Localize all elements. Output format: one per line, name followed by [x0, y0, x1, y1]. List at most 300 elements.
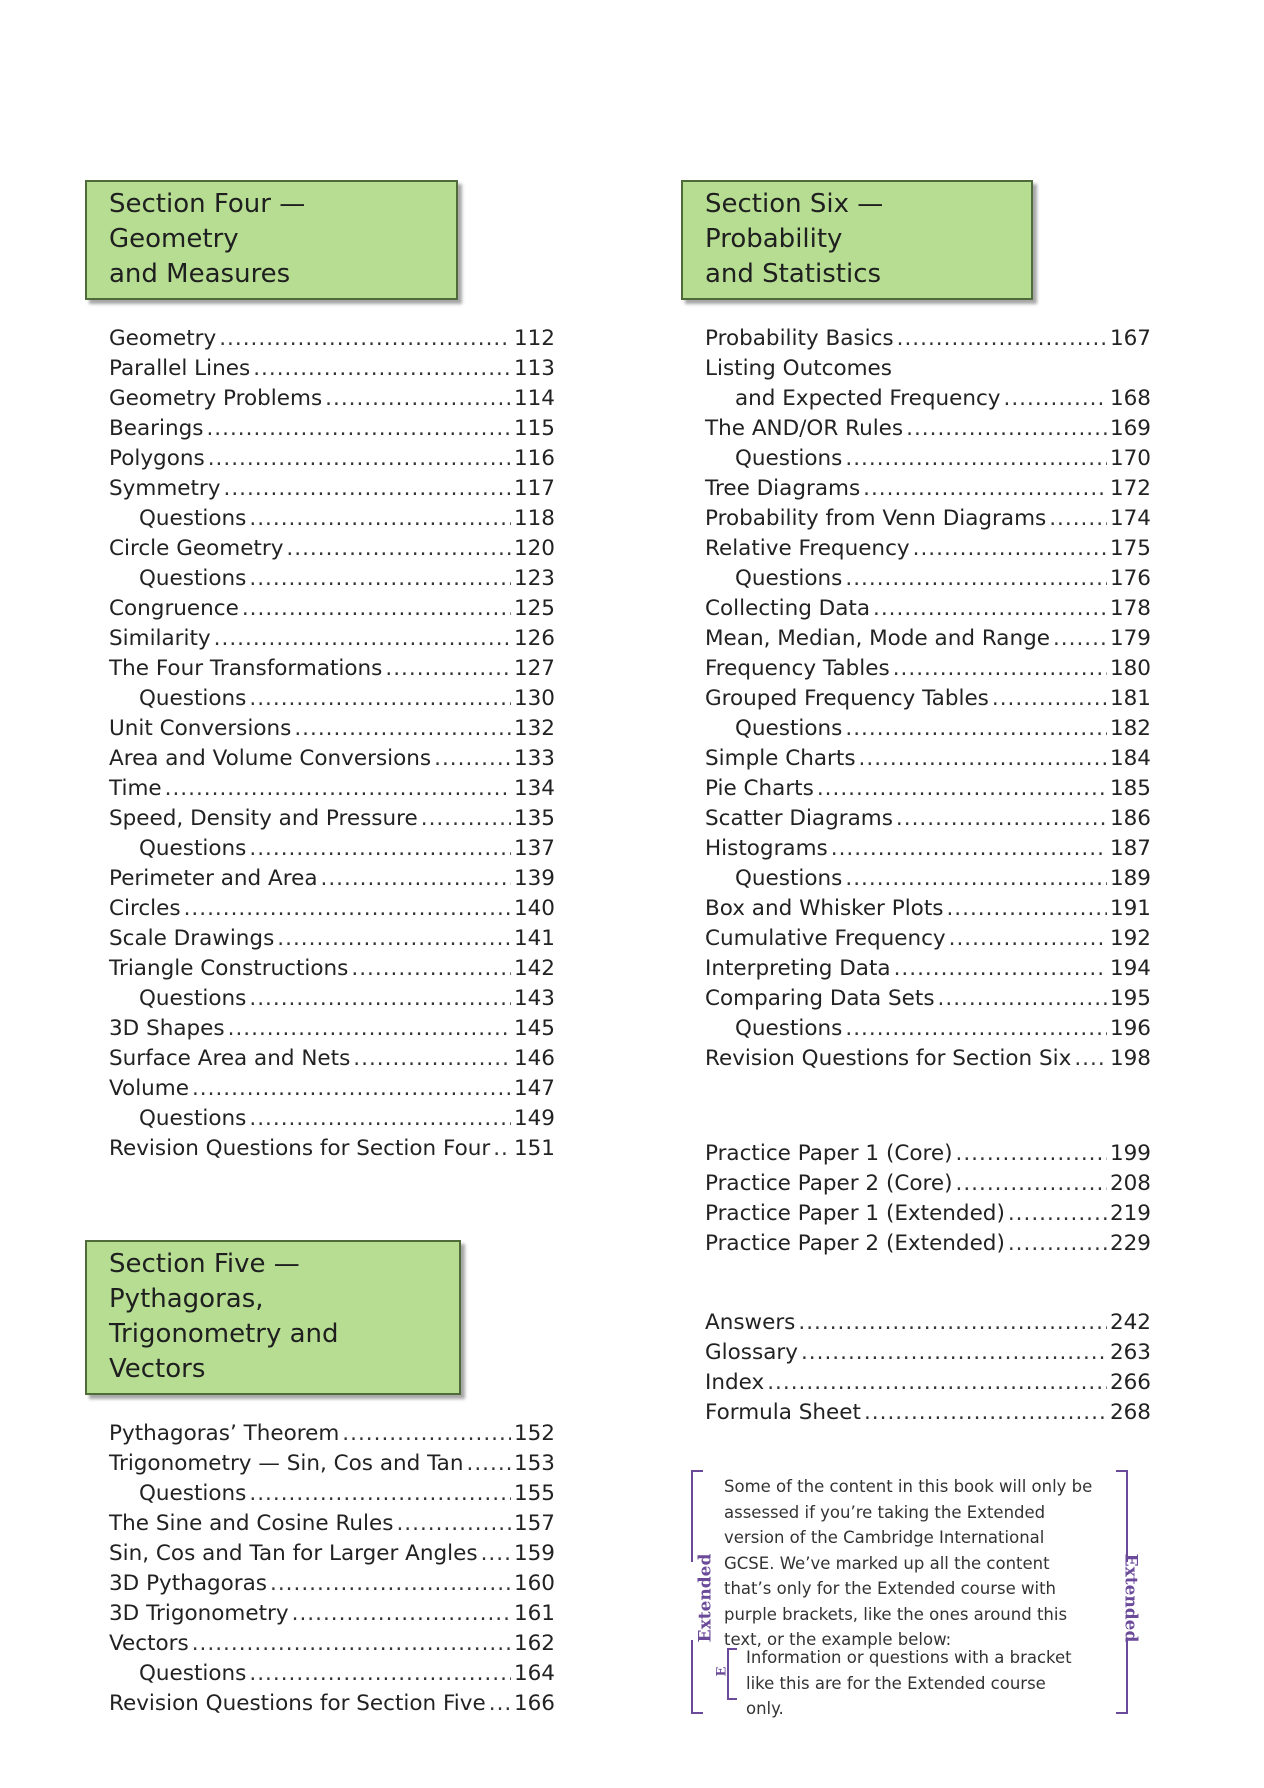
toc-entry-title: Practice Paper 1 (Core) — [705, 1141, 953, 1166]
toc-entry — [681, 1398, 1151, 1428]
toc-entry-title: 3D Pythagoras — [109, 1571, 268, 1596]
dot-leader — [249, 564, 511, 594]
toc-entry-page: 133 — [513, 746, 555, 771]
toc-entry-title: Practice Paper 2 (Core) — [705, 1171, 953, 1196]
toc-entry — [681, 744, 1151, 774]
toc-entry-page: 114 — [513, 386, 555, 411]
toc-entry-title: Box and Whisker Plots — [705, 896, 944, 921]
toc-entry-page: 141 — [513, 926, 555, 951]
toc-entry-title: Scatter Diagrams — [705, 806, 893, 831]
dot-leader — [206, 414, 511, 444]
toc-entry-title: Histograms — [705, 836, 828, 861]
toc-entry-page: 208 — [1109, 1171, 1151, 1196]
toc-entry-page: 159 — [513, 1541, 555, 1566]
toc-entry — [681, 1199, 1151, 1229]
toc-entry — [681, 474, 1151, 504]
toc-entry-title: Congruence — [109, 596, 239, 621]
toc-entry — [681, 774, 1151, 804]
toc-entry-title: Area and Volume Conversions — [109, 746, 432, 771]
toc-entry-title: Triangle Constructions — [109, 956, 349, 981]
toc-entry — [681, 444, 1151, 474]
toc-entry-title: Listing Outcomes — [705, 356, 892, 381]
toc-entry-title: Geometry — [109, 326, 217, 351]
toc-entry — [85, 684, 555, 714]
toc-entry-title: Practice Paper 1 (Extended) — [705, 1201, 1005, 1226]
toc-entry-title: Questions — [139, 1481, 247, 1506]
dot-leader — [859, 744, 1107, 774]
toc-entry — [85, 534, 555, 564]
toc-entry-page: 130 — [513, 686, 555, 711]
extended-example-text: Information or questions with a bracket like this are for the Extended course only. — [746, 1648, 1072, 1718]
toc-entry-page: 185 — [1109, 776, 1151, 801]
toc-entry-title: Questions — [735, 1016, 843, 1041]
extended-note-text: Some of the content in this book will only be assessed if you’re taking the Extended version of the Cambridge International GCSE. We’ve marked up all the content that’s only for the Extended course with purple brackets, like the ones around this text, or the example below: — [724, 1477, 1093, 1649]
toc-entry-title: Questions — [139, 986, 247, 1011]
toc-entry — [681, 354, 1151, 384]
dot-leader — [270, 1569, 511, 1599]
toc-entry-title: Perimeter and Area — [109, 866, 318, 891]
dot-leader — [845, 1014, 1107, 1044]
dot-leader — [896, 804, 1107, 834]
toc-entry-page: 161 — [513, 1601, 555, 1626]
toc-entry — [85, 984, 555, 1014]
toc-entry — [85, 1449, 555, 1479]
toc-entry — [85, 594, 555, 624]
toc-entry — [85, 804, 555, 834]
dot-leader — [434, 744, 511, 774]
toc-entry-page: 242 — [1109, 1310, 1151, 1335]
toc-entry — [85, 1539, 555, 1569]
practice-papers-list — [681, 1139, 1151, 1259]
toc-entry — [681, 864, 1151, 894]
dot-leader — [873, 594, 1107, 624]
toc-entry — [681, 804, 1151, 834]
toc-entry-page: 181 — [1109, 686, 1151, 711]
toc-entry — [85, 504, 555, 534]
dot-leader — [165, 774, 511, 804]
toc-entry-page: 134 — [513, 776, 555, 801]
toc-entry-title: Questions — [139, 1106, 247, 1131]
dot-leader — [385, 654, 511, 684]
dot-leader — [894, 954, 1107, 984]
toc-entry-title: Revision Questions for Section Five — [109, 1691, 486, 1716]
toc-entry-title: Pie Charts — [705, 776, 814, 801]
toc-entry-title: Volume — [109, 1076, 189, 1101]
dot-leader — [489, 1689, 511, 1719]
toc-entry-page: 153 — [513, 1451, 555, 1476]
dot-leader — [913, 534, 1107, 564]
toc-entry-page: 178 — [1109, 596, 1151, 621]
section-heading — [681, 180, 1033, 300]
toc-entry-page: 168 — [1109, 386, 1151, 411]
toc-entry-title: Interpreting Data — [705, 956, 891, 981]
toc-entry-title: Bearings — [109, 416, 204, 441]
toc-entry-page: 127 — [513, 656, 555, 681]
toc-entry-title: Circle Geometry — [109, 536, 284, 561]
section-heading — [85, 180, 458, 300]
dot-leader — [845, 564, 1107, 594]
toc-entry — [681, 504, 1151, 534]
toc-entry-page: 135 — [513, 806, 555, 831]
toc-entry — [85, 864, 555, 894]
toc-entry — [85, 1044, 555, 1074]
toc-entry — [681, 564, 1151, 594]
toc-entry-page: 116 — [513, 446, 555, 471]
dot-leader — [946, 894, 1107, 924]
toc-entry-title: and Expected Frequency — [735, 386, 1001, 411]
dot-leader — [1004, 384, 1107, 414]
toc-entry-title: Circles — [109, 896, 181, 921]
toc-entry-page: 184 — [1109, 746, 1151, 771]
dot-leader — [817, 774, 1107, 804]
dot-leader — [351, 954, 511, 984]
toc-entry-page: 182 — [1109, 716, 1151, 741]
toc-entry-page: 118 — [513, 506, 555, 531]
dot-leader — [906, 414, 1107, 444]
dot-leader — [955, 1139, 1106, 1169]
toc-entry-page: 191 — [1109, 896, 1151, 921]
dot-leader — [798, 1308, 1107, 1338]
toc-entry-title: Questions — [735, 566, 843, 591]
toc-entry-page: 180 — [1109, 656, 1151, 681]
toc-entry-title: Speed, Density and Pressure — [109, 806, 418, 831]
dot-leader — [184, 894, 511, 924]
toc-entry-page: 195 — [1109, 986, 1151, 1011]
toc-entry-title: Unit Conversions — [109, 716, 292, 741]
toc-entry-page: 126 — [513, 626, 555, 651]
toc-entry — [681, 1169, 1151, 1199]
dot-leader — [223, 474, 510, 504]
toc-entry-title: Parallel Lines — [109, 356, 251, 381]
section-toc — [681, 324, 1151, 1074]
dot-leader — [1074, 1044, 1107, 1074]
toc-entry — [85, 1629, 555, 1659]
left-bracket-bottom — [691, 1640, 703, 1714]
toc-entry-title: Symmetry — [109, 476, 221, 501]
dot-leader — [277, 924, 511, 954]
toc-entry-page: 174 — [1109, 506, 1151, 531]
toc-entry — [85, 954, 555, 984]
toc-entry-page: 139 — [513, 866, 555, 891]
dot-leader — [192, 1074, 511, 1104]
dot-leader — [249, 984, 511, 1014]
toc-entry-page: 187 — [1109, 836, 1151, 861]
toc-entry-title: Relative Frequency — [705, 536, 910, 561]
toc-entry — [681, 594, 1151, 624]
toc-entry — [681, 324, 1151, 354]
toc-entry — [681, 714, 1151, 744]
toc-entry-title: Revision Questions for Section Six — [705, 1046, 1072, 1071]
toc-entry — [85, 654, 555, 684]
toc-entry — [85, 1074, 555, 1104]
toc-entry-page: 179 — [1109, 626, 1151, 651]
toc-entry-title: Grouped Frequency Tables — [705, 686, 989, 711]
toc-entry-title: Sin, Cos and Tan for Larger Angles — [109, 1541, 478, 1566]
dot-leader — [249, 504, 511, 534]
toc-entry — [85, 1419, 555, 1449]
section-heading-line: and Measures — [109, 259, 291, 289]
toc-entry-page: 219 — [1109, 1201, 1151, 1226]
toc-entry — [681, 894, 1151, 924]
toc-entry-page: 196 — [1109, 1016, 1151, 1041]
toc-entry-page: 142 — [513, 956, 555, 981]
dot-leader — [493, 1134, 511, 1164]
toc-entry — [681, 1368, 1151, 1398]
toc-entry — [681, 1014, 1151, 1044]
dot-leader — [249, 1104, 511, 1134]
dot-leader — [228, 1014, 511, 1044]
toc-entry-title: Frequency Tables — [705, 656, 890, 681]
toc-entry-title: Questions — [735, 866, 843, 891]
toc-entry-title: Time — [109, 776, 162, 801]
toc-entry — [681, 534, 1151, 564]
toc-entry-page: 151 — [513, 1136, 555, 1161]
toc-entry-title: Vectors — [109, 1631, 189, 1656]
toc-entry — [85, 444, 555, 474]
dot-leader — [466, 1449, 510, 1479]
dot-leader — [342, 1419, 511, 1449]
toc-entry-title: Probability from Venn Diagrams — [705, 506, 1047, 531]
toc-entry-page: 167 — [1109, 326, 1151, 351]
dot-leader — [949, 924, 1107, 954]
toc-entry-title: 3D Trigonometry — [109, 1601, 289, 1626]
dot-leader — [864, 1398, 1107, 1428]
section-heading-line: Section Four — Geometry — [109, 189, 306, 254]
toc-entry-title: Questions — [139, 1661, 247, 1686]
left-column — [85, 180, 555, 1719]
toc-entry — [681, 1229, 1151, 1259]
toc-entry-page: 166 — [513, 1691, 555, 1716]
toc-entry — [681, 834, 1151, 864]
dot-leader — [286, 534, 511, 564]
toc-entry-page: 176 — [1109, 566, 1151, 591]
toc-entry — [85, 1599, 555, 1629]
toc-entry-page: 123 — [513, 566, 555, 591]
toc-entry — [85, 1509, 555, 1539]
toc-entry-title: Cumulative Frequency — [705, 926, 946, 951]
toc-entry — [85, 414, 555, 444]
toc-entry-page: 115 — [513, 416, 555, 441]
back-matter-list — [681, 1308, 1151, 1428]
toc-entry-page: 162 — [513, 1631, 555, 1656]
toc-entry — [681, 1308, 1151, 1338]
toc-entry-title: Polygons — [109, 446, 205, 471]
toc-entry-page: 140 — [513, 896, 555, 921]
toc-entry-page: 175 — [1109, 536, 1151, 561]
toc-entry-title: Comparing Data Sets — [705, 986, 935, 1011]
toc-entry-page: 146 — [513, 1046, 555, 1071]
toc-entry — [85, 1659, 555, 1689]
toc-entry — [85, 624, 555, 654]
dot-leader — [242, 594, 511, 624]
toc-entry-page: 186 — [1109, 806, 1151, 831]
extended-note — [681, 1470, 1141, 1718]
section-heading-line: Trigonometry and Vectors — [109, 1319, 339, 1384]
toc-entry-page: 152 — [513, 1421, 555, 1446]
right-column — [681, 180, 1151, 1428]
toc-entry-title: Questions — [735, 716, 843, 741]
toc-entry — [681, 624, 1151, 654]
toc-entry — [85, 894, 555, 924]
toc-entry — [85, 354, 555, 384]
toc-entry-title: Practice Paper 2 (Extended) — [705, 1231, 1005, 1256]
right-bracket-bottom — [1116, 1640, 1128, 1714]
extended-label-left: Extended — [695, 1553, 716, 1643]
dot-leader — [831, 834, 1107, 864]
dot-leader — [992, 684, 1107, 714]
toc-entry — [85, 384, 555, 414]
toc-entry-title: Questions — [139, 506, 247, 531]
toc-entry — [85, 1479, 555, 1509]
dot-leader — [1008, 1229, 1107, 1259]
toc-entry — [681, 384, 1151, 414]
toc-entry — [681, 984, 1151, 1014]
toc-entry — [681, 954, 1151, 984]
example-marker: E — [714, 1666, 730, 1677]
toc-entry-title: The Sine and Cosine Rules — [109, 1511, 394, 1536]
toc-entry-page: 132 — [513, 716, 555, 741]
toc-entry — [85, 1014, 555, 1044]
toc-entry — [85, 714, 555, 744]
toc-entry-page: 189 — [1109, 866, 1151, 891]
toc-entry — [85, 564, 555, 594]
toc-entry-page: 263 — [1109, 1340, 1151, 1365]
toc-entry — [681, 414, 1151, 444]
toc-entry-page: 145 — [513, 1016, 555, 1041]
dot-leader — [1053, 624, 1107, 654]
dot-leader — [845, 864, 1107, 894]
dot-leader — [353, 1044, 511, 1074]
toc-entry-page: 147 — [513, 1076, 555, 1101]
section-heading-line: Section Six — Probability — [705, 189, 884, 254]
toc-entry-page: 155 — [513, 1481, 555, 1506]
section-toc — [85, 1419, 555, 1719]
dot-leader — [421, 804, 511, 834]
toc-entry-title: Tree Diagrams — [705, 476, 861, 501]
toc-entry-title: Index — [705, 1370, 765, 1395]
toc-entry — [85, 774, 555, 804]
dot-leader — [219, 324, 511, 354]
toc-entry-page: 169 — [1109, 416, 1151, 441]
toc-entry-title: Trigonometry — Sin, Cos and Tan — [109, 1451, 464, 1476]
toc-entry — [85, 1689, 555, 1719]
toc-entry-title: Questions — [139, 836, 247, 861]
dot-leader — [253, 354, 511, 384]
toc-entry-page: 137 — [513, 836, 555, 861]
toc-entry-title: Formula Sheet — [705, 1400, 861, 1425]
toc-entry-page: 143 — [513, 986, 555, 1011]
toc-entry-title: Scale Drawings — [109, 926, 275, 951]
toc-entry-title: Pythagoras’ Theorem — [109, 1421, 340, 1446]
toc-entry — [85, 1134, 555, 1164]
toc-entry-title: 3D Shapes — [109, 1016, 225, 1041]
dot-leader — [214, 624, 511, 654]
toc-entry-page: 117 — [513, 476, 555, 501]
toc-entry — [681, 924, 1151, 954]
toc-entry-title: Collecting Data — [705, 596, 871, 621]
dot-leader — [801, 1338, 1107, 1368]
section-toc — [85, 324, 555, 1164]
toc-entry-page: 199 — [1109, 1141, 1151, 1166]
dot-leader — [845, 444, 1107, 474]
toc-entry — [681, 654, 1151, 684]
section-heading-line: and Statistics — [705, 259, 882, 289]
toc-entry-page: 160 — [513, 1571, 555, 1596]
toc-entry-page: 125 — [513, 596, 555, 621]
dot-leader — [955, 1169, 1106, 1199]
toc-entry — [85, 474, 555, 504]
toc-entry-title: Questions — [139, 686, 247, 711]
left-bracket-top — [691, 1470, 703, 1562]
toc-entry — [85, 324, 555, 354]
toc-entry — [681, 1338, 1151, 1368]
dot-leader — [325, 384, 511, 414]
toc-entry-title: Answers — [705, 1310, 796, 1335]
toc-entry-title: Simple Charts — [705, 746, 856, 771]
toc-entry-page: 229 — [1109, 1231, 1151, 1256]
dot-leader — [208, 444, 511, 474]
dot-leader — [481, 1539, 511, 1569]
toc-entry-page: 149 — [513, 1106, 555, 1131]
dot-leader — [897, 324, 1107, 354]
dot-leader — [249, 1479, 511, 1509]
dot-leader — [893, 654, 1107, 684]
toc-entry — [85, 1569, 555, 1599]
toc-entry-title: Questions — [735, 446, 843, 471]
toc-entry-page: 198 — [1109, 1046, 1151, 1071]
toc-entry-page: 120 — [513, 536, 555, 561]
dot-leader — [767, 1368, 1107, 1398]
toc-entry-page: 194 — [1109, 956, 1151, 981]
toc-entry-page: 266 — [1109, 1370, 1151, 1395]
toc-entry-title: The AND/OR Rules — [705, 416, 904, 441]
toc-entry-title: Mean, Median, Mode and Range — [705, 626, 1050, 651]
toc-entry-page: 112 — [513, 326, 555, 351]
dot-leader — [192, 1629, 511, 1659]
dot-leader — [321, 864, 511, 894]
toc-entry-page: 164 — [513, 1661, 555, 1686]
toc-entry — [681, 684, 1151, 714]
toc-entry — [85, 1104, 555, 1134]
dot-leader — [938, 984, 1107, 1014]
toc-entry-title: Probability Basics — [705, 326, 894, 351]
toc-entry-title: Revision Questions for Section Four — [109, 1136, 491, 1161]
extended-label-right: Extended — [1120, 1553, 1141, 1643]
toc-entry — [85, 744, 555, 774]
toc-entry-page: 113 — [513, 356, 555, 381]
toc-entry-title: Surface Area and Nets — [109, 1046, 351, 1071]
toc-entry-page: 192 — [1109, 926, 1151, 951]
toc-entry-title: Similarity — [109, 626, 211, 651]
toc-entry-title: Glossary — [705, 1340, 798, 1365]
toc-entry — [85, 924, 555, 954]
section-heading — [85, 1240, 461, 1395]
toc-entry-title: The Four Transformations — [109, 656, 383, 681]
dot-leader — [249, 834, 511, 864]
dot-leader — [1008, 1199, 1107, 1229]
dot-leader — [249, 1659, 511, 1689]
dot-leader — [249, 684, 511, 714]
right-bracket-top — [1116, 1470, 1128, 1562]
toc-entry-page: 172 — [1109, 476, 1151, 501]
toc-entry — [85, 834, 555, 864]
dot-leader — [294, 714, 511, 744]
toc-entry — [681, 1044, 1151, 1074]
dot-leader — [845, 714, 1107, 744]
toc-entry-page: 170 — [1109, 446, 1151, 471]
toc-entry-title: Questions — [139, 566, 247, 591]
toc-entry-page: 157 — [513, 1511, 555, 1536]
